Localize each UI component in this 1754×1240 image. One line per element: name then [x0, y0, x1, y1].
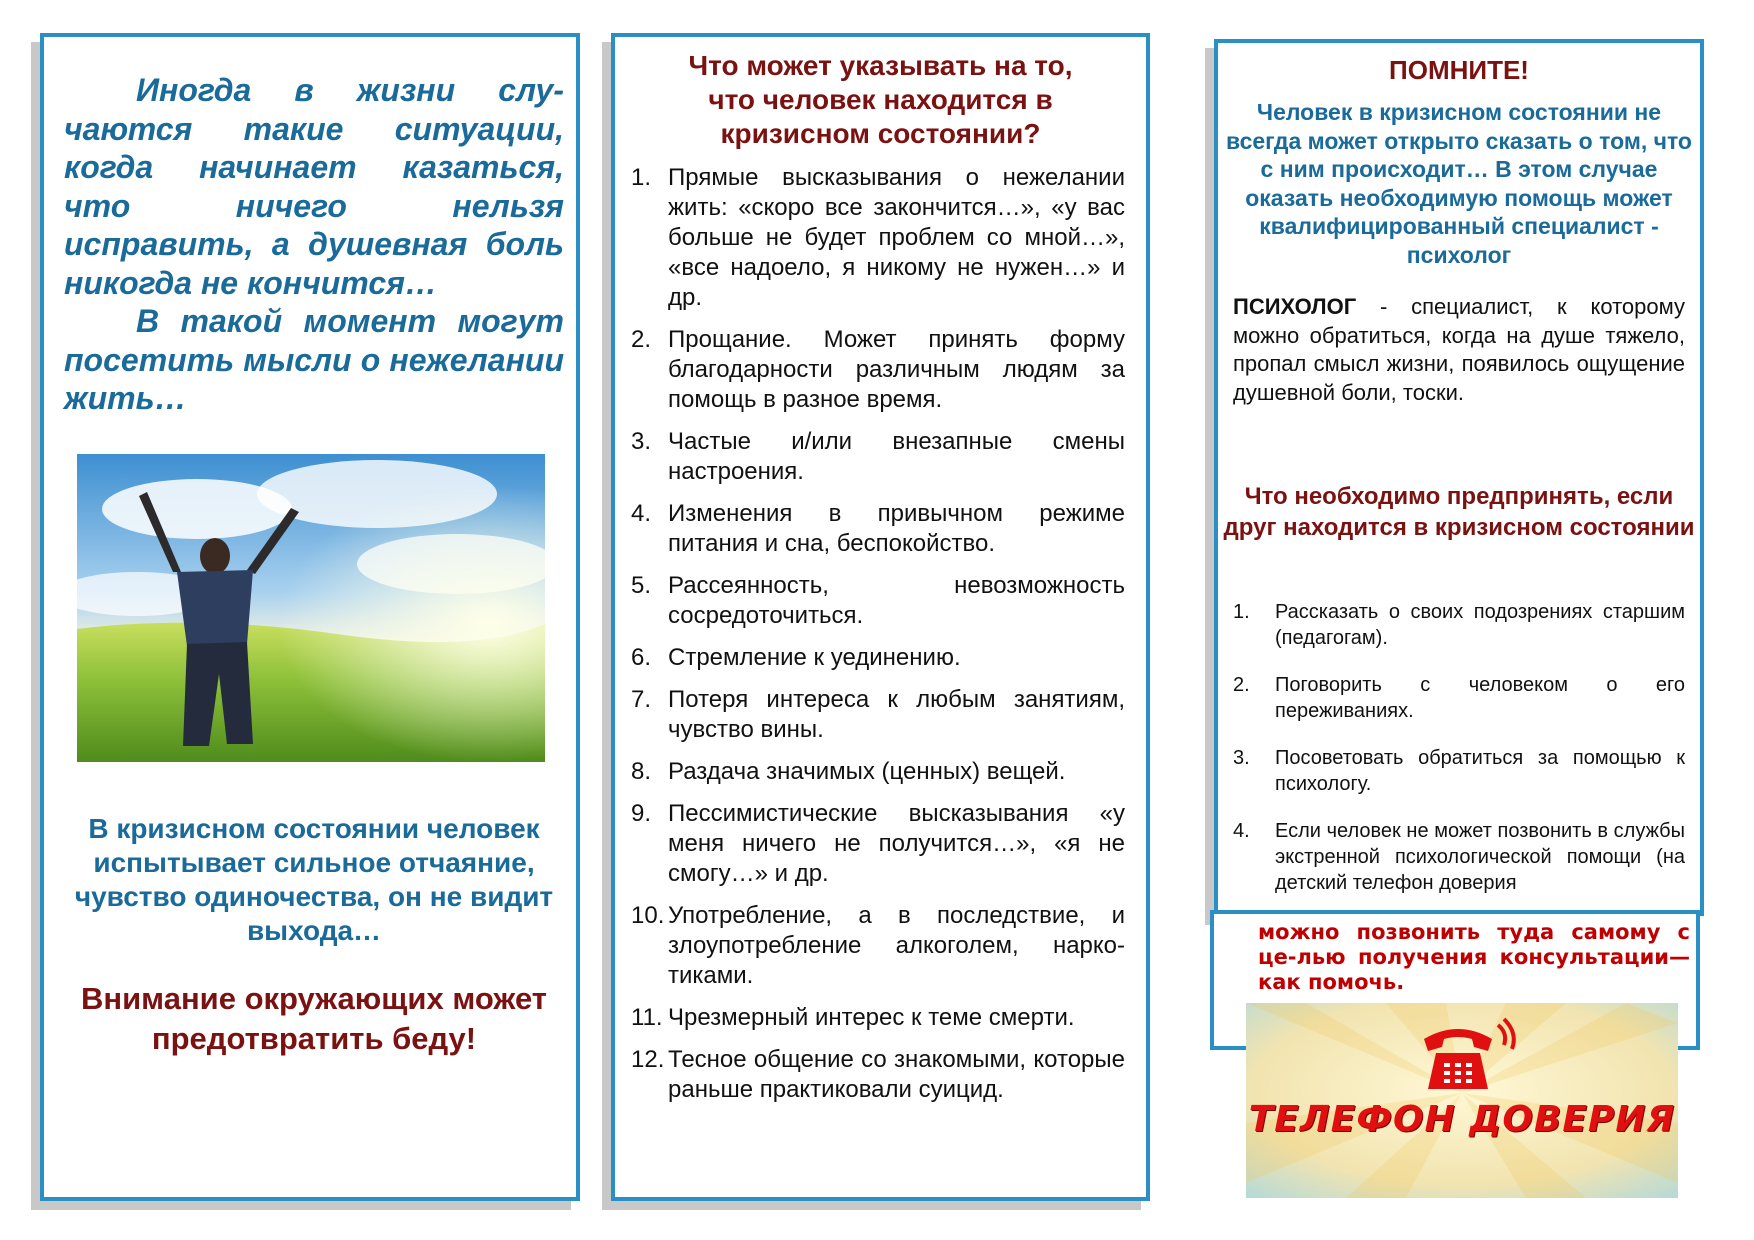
- sign-item: [631, 1003, 1125, 1033]
- hotline-label: ТЕЛЕФОН ДОВЕРИЯ: [1248, 1099, 1676, 1140]
- sign-item-text: Частые и/или внезапные смены настроения.: [668, 428, 1125, 485]
- left-panel: [40, 33, 580, 1201]
- crisis-signs-list: [631, 163, 1125, 1117]
- sign-item: [631, 163, 1125, 313]
- step-item-number: 4.: [1233, 820, 1250, 842]
- sign-item-text: Чрезмерный интерес к теме смерти.: [668, 1004, 1075, 1031]
- intro-paragraph-1: Иногда в жизни слу-чаются такие ситуации, когда начинает казаться, что ничего нельзя исправить, а душевная боль никогда не кончится…: [64, 72, 564, 301]
- sign-item-number: 3.: [631, 428, 652, 455]
- sign-item: [631, 427, 1125, 487]
- sign-item: [631, 643, 1125, 673]
- sign-item-text: Пессимистические высказывания «у меня ничего не получится…», «я не смогу…» и др.: [668, 800, 1125, 887]
- sign-item-text: Прямые высказывания о нежелании жить: «скоро все закончится…», «у вас больше не будет проблем со мной…», «все надоело, я никому не нужен…» и др.: [668, 164, 1125, 311]
- psychologist-definition: [1233, 293, 1685, 407]
- sign-item-number: 10.: [631, 902, 665, 929]
- sign-item-number: 7.: [631, 686, 652, 713]
- sign-item-number: 6.: [631, 644, 652, 671]
- telephone-icon: [1418, 1017, 1518, 1097]
- step-item: [1233, 672, 1685, 724]
- sign-item: [631, 571, 1125, 631]
- sign-item-number: 2.: [631, 326, 652, 353]
- step-item-text: Если человек не может позвонить в службы экстренной психологической помощи (на детский телефон доверия: [1275, 820, 1685, 894]
- help-steps-list: [1233, 599, 1685, 917]
- step-item: [1233, 818, 1685, 896]
- sign-item-text: Потеря интереса к любым занятиям, чувство вины.: [668, 686, 1125, 743]
- sign-item: [631, 325, 1125, 415]
- sign-item: [631, 1045, 1125, 1105]
- remember-title: ПОМНИТЕ!: [1389, 55, 1529, 85]
- sign-item-number: 8.: [631, 758, 652, 785]
- sign-item: [631, 901, 1125, 991]
- step-item-text: Посоветовать обратиться за помощью к психологу.: [1275, 747, 1685, 795]
- sign-item: [631, 757, 1125, 787]
- remember-text: Человек в кризисном состоянии не всегда может открыто сказать о том, что с ним происходит… В этом случае оказать необходимую помощь может квалифицированный специалист - психолог: [1226, 99, 1692, 268]
- step-item: [1233, 745, 1685, 797]
- step-item-text: Поговорить с человеком о его переживаниях.: [1275, 674, 1685, 722]
- psychologist-description: - специалист, к которому можно обратиться, когда на душе тяжело, пропал смысл жизни, появилось ощущение душевной боли, тоски.: [1233, 294, 1685, 405]
- right-panel: [1214, 39, 1704, 916]
- crisis-description: В кризисном состоянии человек испытывает сильное отчаяние, чувство одиночества, он не видит выхода…: [74, 813, 554, 946]
- sign-item-number: 11.: [631, 1004, 663, 1031]
- attention-slogan: Внимание окружающих может предотвратить беду!: [81, 981, 547, 1056]
- sign-item-text: Раздача значимых (ценных) вещей.: [668, 758, 1066, 785]
- sign-item-text: Стремление к уединению.: [668, 644, 961, 671]
- sign-item-text: Тесное общение со знакомыми, которые раньше практиковали суицид.: [668, 1046, 1125, 1103]
- call-text: можно позвонить туда самому с це-лью получения консультации—как помочь.: [1258, 920, 1690, 994]
- sign-item-number: 12.: [631, 1046, 665, 1073]
- intro-text: [64, 71, 564, 418]
- sign-item-number: 1.: [631, 164, 652, 191]
- man-in-field-photo: [77, 454, 545, 762]
- step-item-number: 2.: [1233, 674, 1250, 696]
- middle-panel: [611, 33, 1150, 1201]
- step-item-number: 1.: [1233, 601, 1250, 623]
- step-item-number: 3.: [1233, 747, 1250, 769]
- sign-item-text: Прощание. Может принять форму благодарности различным людям за помощь в разное время.: [668, 326, 1125, 413]
- step-item-text: Рассказать о своих подозрениях старшим (педагогам).: [1275, 601, 1685, 649]
- sign-item-text: Изменения в привычном режиме питания и сна, беспокойство.: [668, 500, 1125, 557]
- intro-paragraph-2: В такой момент могут посетить мысли о нежелании жить…: [64, 303, 564, 416]
- sign-item-number: 5.: [631, 572, 652, 599]
- sign-item: [631, 499, 1125, 559]
- sign-item-number: 9.: [631, 800, 652, 827]
- sign-item-text: Употребление, а в последствие, и злоупотребление алкоголем, нарко-тиками.: [668, 902, 1125, 989]
- step-item: [1233, 599, 1685, 651]
- sign-item: [631, 799, 1125, 889]
- sign-item: [631, 685, 1125, 745]
- hotline-banner: [1246, 1003, 1678, 1198]
- todo-heading: Что необходимо предпринять, если друг находится в кризисном состоянии: [1223, 483, 1695, 541]
- sign-item-number: 4.: [631, 500, 652, 527]
- psychologist-term: ПСИХОЛОГ: [1233, 294, 1357, 319]
- signs-heading: Что может указывать на то, что человек находится в кризисном состоянии?: [688, 50, 1073, 149]
- sign-item-text: Рассеянность, невозможность сосредоточиться.: [668, 572, 1125, 629]
